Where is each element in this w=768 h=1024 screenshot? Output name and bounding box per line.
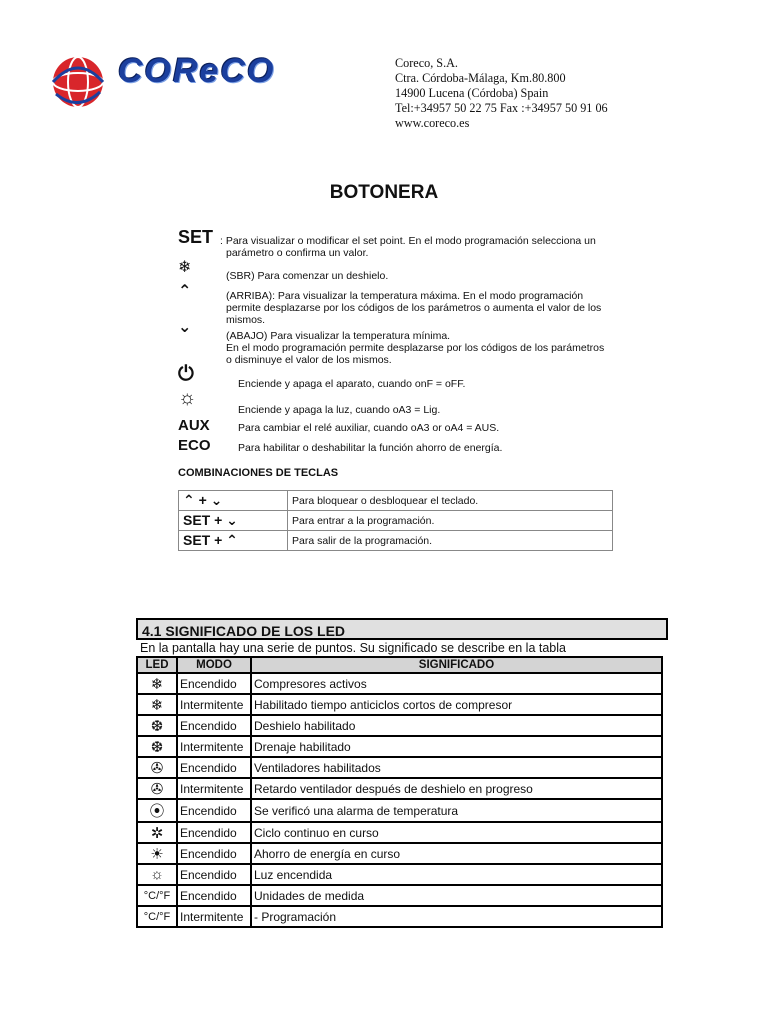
eco-key-icon: ECO — [178, 437, 211, 454]
led-mode: Encendido — [177, 715, 251, 736]
table-row — [137, 843, 662, 864]
led-meaning: Retardo ventilador después de deshielo en progreso — [251, 778, 662, 799]
units-icon: °C/°F — [137, 885, 177, 906]
combo-text: Para entrar a la programación. — [288, 511, 613, 531]
table-row — [179, 511, 613, 531]
fan-icon: ✇ — [137, 778, 177, 799]
defrost-icon: ❆ — [137, 715, 177, 736]
fan-icon: ✇ — [137, 757, 177, 778]
led-mode: Intermitente — [177, 694, 251, 715]
led-mode: Intermitente — [177, 778, 251, 799]
button-desc-power: ⏻ Enciende y apaga el aparato, cuando onF = oFF. — [178, 363, 466, 390]
led-meaning: Unidades de medida — [251, 885, 662, 906]
led-meaning: Ciclo continuo en curso — [251, 822, 662, 843]
table-row — [137, 906, 662, 927]
defrost-icon: ❄ — [178, 259, 192, 276]
address-line: www.coreco.es — [395, 116, 470, 130]
led-mode: Encendido — [177, 822, 251, 843]
units-icon: °C/°F — [137, 906, 177, 927]
combo-keys: SET + ⌃ — [179, 531, 288, 551]
table-row — [137, 778, 662, 799]
globe-icon — [48, 44, 112, 124]
energy-saving-icon: ☀ — [137, 843, 177, 864]
led-table — [136, 656, 663, 928]
column-header: MODO — [177, 657, 251, 673]
light-icon: ☼ — [178, 387, 197, 409]
led-mode: Intermitente — [177, 736, 251, 757]
led-meaning: Ventiladores habilitados — [251, 757, 662, 778]
table-row — [137, 822, 662, 843]
coreco-logo — [48, 44, 293, 124]
combo-text: Para salir de la programación. — [288, 531, 613, 551]
button-desc-eco: ECO Para habilitar o deshabilitar la función ahorro de energía. — [178, 437, 503, 454]
page-title: BOTONERA — [329, 182, 439, 203]
address-line: 14900 Lucena (Córdoba) Spain — [395, 86, 549, 100]
button-desc-light: ☼ Enciende y apaga la luz, cuando oA3 = Lig. — [178, 387, 441, 416]
down-arrow-icon: ⌄ — [178, 319, 192, 336]
table-row — [137, 799, 662, 822]
address-line: Coreco, S.A. — [395, 56, 458, 70]
company-address — [395, 56, 608, 131]
combinations-title: COMBINACIONES DE TECLAS — [178, 467, 339, 479]
led-mode: Encendido — [177, 757, 251, 778]
led-meaning: Luz encendida — [251, 864, 662, 885]
light-icon: ☼ — [137, 864, 177, 885]
table-row — [137, 694, 662, 715]
led-meaning: Drenaje habilitado — [251, 736, 662, 757]
button-desc-aux: AUX Para cambiar el relé auxiliar, cuando oA3 or oA4 = AUS. — [178, 417, 500, 434]
button-desc-up: ⌃ (ARRIBA): Para visualizar la temperatura máxima. En el modo programación permite desplazarse por los códigos de los parámetros o aumenta el valor de los mismos. — [178, 283, 602, 326]
alarm-icon: ⦿ — [137, 799, 177, 822]
column-header: SIGNIFICADO — [251, 657, 662, 673]
set-key-icon: SET — [178, 227, 214, 247]
combo-text: Para bloquear o desbloquear el teclado. — [288, 491, 613, 511]
address-line: Tel:+34957 50 22 75 Fax :+34957 50 91 06 — [395, 101, 608, 115]
snowflake-icon: ❄ — [137, 673, 177, 694]
table-row — [137, 673, 662, 694]
column-header: LED — [137, 657, 177, 673]
up-arrow-icon: ⌃ — [178, 283, 192, 300]
led-mode: Encendido — [177, 799, 251, 822]
table-row — [179, 531, 613, 551]
combo-keys: SET + ⌄ — [179, 511, 288, 531]
table-header-row — [137, 657, 662, 673]
led-intro: En la pantalla hay una serie de puntos. Su significado se describe en la tabla — [140, 641, 566, 655]
led-mode: Intermitente — [177, 906, 251, 927]
address-line: Ctra. Córdoba-Málaga, Km.80.800 — [395, 71, 566, 85]
led-section-heading: 4.1 SIGNIFICADO DE LOS LED — [136, 618, 668, 640]
led-mode: Encendido — [177, 885, 251, 906]
led-meaning: - Programación — [251, 906, 662, 927]
aux-key-icon: AUX — [178, 417, 210, 434]
table-row — [137, 757, 662, 778]
table-row — [137, 736, 662, 757]
led-mode: Encendido — [177, 673, 251, 694]
table-row — [179, 491, 613, 511]
led-meaning: Se verificó una alarma de temperatura — [251, 799, 662, 822]
table-row — [137, 885, 662, 906]
combo-keys: ⌃ + ⌄ — [179, 491, 288, 511]
continuous-cycle-icon: ✲ — [137, 822, 177, 843]
led-meaning: Ahorro de energía en curso — [251, 843, 662, 864]
combinations-table — [178, 490, 613, 551]
led-meaning: Compresores activos — [251, 673, 662, 694]
table-row — [137, 715, 662, 736]
button-desc-set: SET : Para visualizar o modificar el set point. En el modo programación selecciona un parámetro o confirma un valor. — [178, 227, 596, 259]
led-mode: Encendido — [177, 864, 251, 885]
led-mode: Encendido — [177, 843, 251, 864]
power-icon: ⏻ — [178, 363, 194, 385]
defrost-icon: ❆ — [137, 736, 177, 757]
table-row — [137, 864, 662, 885]
logo-wordmark: COReCO — [118, 52, 276, 90]
button-desc-down: ⌄ (ABAJO) Para visualizar la temperatura mínima. En el modo programación permite desplazarse por los códigos de los parámetros o disminuye el valor de los mismos. — [178, 319, 605, 366]
snowflake-icon: ❄ — [137, 694, 177, 715]
led-meaning: Deshielo habilitado — [251, 715, 662, 736]
button-desc-defrost: ❄ (SBR) Para comenzar un deshielo. — [178, 259, 389, 282]
led-meaning: Habilitado tiempo anticiclos cortos de compresor — [251, 694, 662, 715]
